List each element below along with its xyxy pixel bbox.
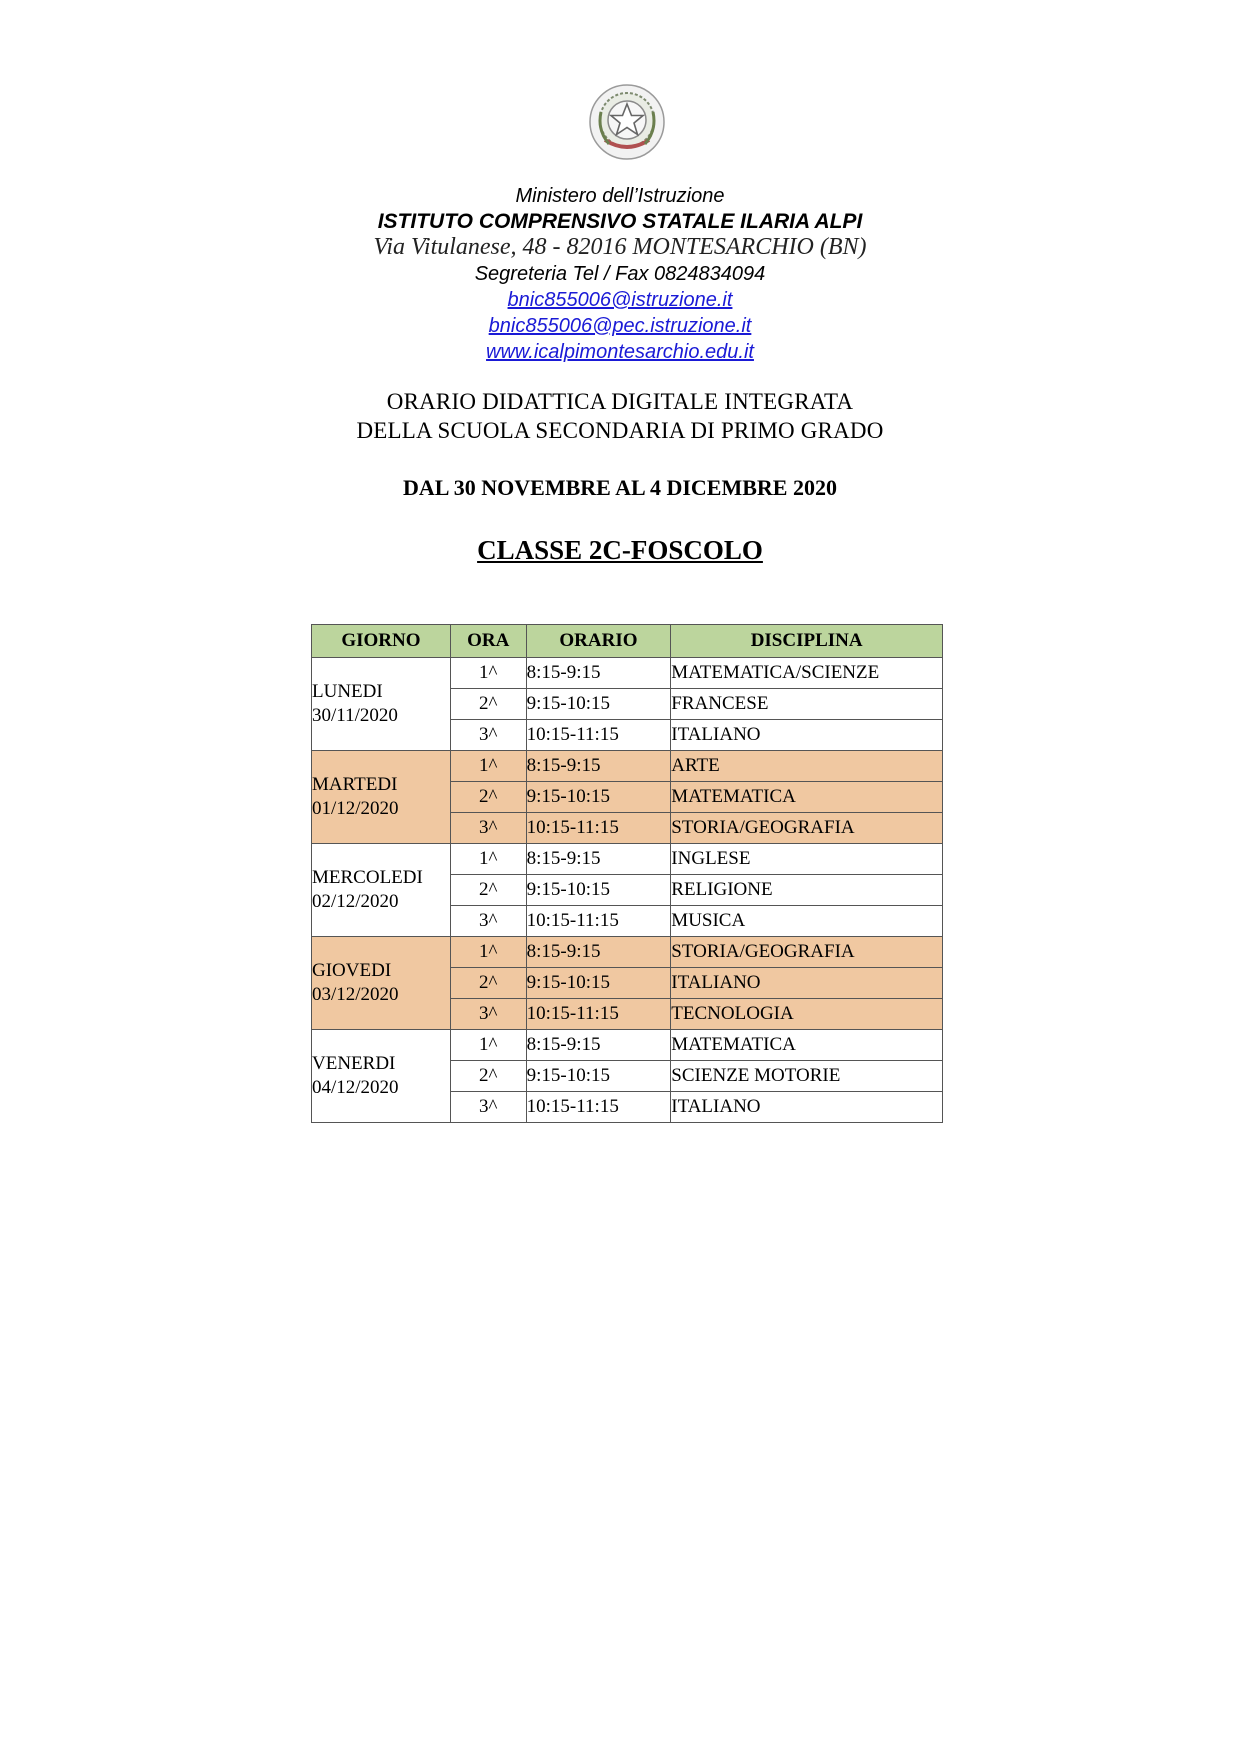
document-title-line1: ORARIO DIDATTICA DIGITALE INTEGRATA — [386, 389, 854, 414]
ora-cell: 1^ — [450, 658, 526, 689]
orario-cell: 9:15-10:15 — [526, 689, 671, 720]
disciplina-cell: STORIA/GEOGRAFIA — [671, 813, 943, 844]
institute-name: ISTITUTO COMPRENSIVO STATALE ILARIA ALPI — [377, 210, 863, 233]
schedule-table — [311, 624, 943, 1123]
table-row — [312, 1030, 943, 1061]
table-row — [312, 937, 943, 968]
orario-cell: 10:15-11:15 — [526, 813, 671, 844]
day-date: 30/11/2020 — [312, 705, 398, 726]
disciplina-cell: MATEMATICA/SCIENZE — [671, 658, 943, 689]
ora-cell: 3^ — [450, 906, 526, 937]
disciplina-cell: RELIGIONE — [671, 875, 943, 906]
email-line — [0, 287, 1240, 313]
email-link[interactable]: bnic855006@istruzione.it — [507, 289, 733, 311]
disciplina-cell: INGLESE — [671, 844, 943, 875]
ora-cell: 2^ — [450, 689, 526, 720]
day-date: 03/12/2020 — [312, 984, 399, 1005]
office-phone: Segreteria Tel / Fax 0824834094 — [474, 263, 766, 285]
day-cell — [312, 937, 451, 1030]
day-cell — [312, 1030, 451, 1123]
disciplina-cell: STORIA/GEOGRAFIA — [671, 937, 943, 968]
pec-line — [0, 313, 1240, 339]
table-row — [312, 658, 943, 689]
disciplina-cell: ITALIANO — [671, 1092, 943, 1123]
header-orario: ORARIO — [526, 625, 671, 658]
orario-cell: 10:15-11:15 — [526, 906, 671, 937]
orario-cell: 10:15-11:15 — [526, 720, 671, 751]
disciplina-cell: ITALIANO — [671, 968, 943, 999]
orario-cell: 8:15-9:15 — [526, 844, 671, 875]
schedule-period: DAL 30 NOVEMBRE AL 4 DICEMBRE 2020 — [403, 475, 837, 500]
ora-cell: 2^ — [450, 782, 526, 813]
pec-email-link[interactable]: bnic855006@pec.istruzione.it — [488, 315, 752, 337]
ora-cell: 2^ — [450, 1061, 526, 1092]
ministry-name: Ministero dell’Istruzione — [515, 185, 725, 207]
table-row — [312, 844, 943, 875]
website-line — [0, 339, 1240, 365]
header-disciplina: DISCIPLINA — [671, 625, 943, 658]
header-giorno: GIORNO — [312, 625, 451, 658]
orario-cell: 10:15-11:15 — [526, 1092, 671, 1123]
orario-cell: 10:15-11:15 — [526, 999, 671, 1030]
day-name: LUNEDI — [312, 681, 383, 702]
disciplina-cell: ITALIANO — [671, 720, 943, 751]
ora-cell: 3^ — [450, 720, 526, 751]
disciplina-cell: SCIENZE MOTORIE — [671, 1061, 943, 1092]
ora-cell: 1^ — [450, 1030, 526, 1061]
disciplina-cell: FRANCESE — [671, 689, 943, 720]
orario-cell: 8:15-9:15 — [526, 1030, 671, 1061]
day-cell — [312, 844, 451, 937]
ora-cell: 1^ — [450, 844, 526, 875]
disciplina-cell: TECNOLOGIA — [671, 999, 943, 1030]
ora-cell: 1^ — [450, 937, 526, 968]
disciplina-cell: ARTE — [671, 751, 943, 782]
orario-cell: 9:15-10:15 — [526, 968, 671, 999]
day-name: MERCOLEDI — [312, 867, 423, 888]
day-cell — [312, 658, 451, 751]
ora-cell: 2^ — [450, 968, 526, 999]
day-name: MARTEDI — [312, 774, 398, 795]
orario-cell: 9:15-10:15 — [526, 782, 671, 813]
day-name: VENERDI — [312, 1053, 396, 1074]
ora-cell: 3^ — [450, 813, 526, 844]
disciplina-cell: MATEMATICA — [671, 782, 943, 813]
website-link[interactable]: www.icalpimontesarchio.edu.it — [486, 341, 754, 363]
table-row — [312, 751, 943, 782]
class-name: CLASSE 2C-FOSCOLO — [477, 535, 763, 565]
document-title-line2: DELLA SCUOLA SECONDARIA DI PRIMO GRADO — [356, 418, 884, 443]
header-ora: ORA — [450, 625, 526, 658]
day-cell — [312, 751, 451, 844]
orario-cell: 9:15-10:15 — [526, 1061, 671, 1092]
day-date: 02/12/2020 — [312, 891, 399, 912]
day-date: 01/12/2020 — [312, 798, 399, 819]
orario-cell: 9:15-10:15 — [526, 875, 671, 906]
italian-republic-emblem-icon — [587, 82, 667, 162]
day-date: 04/12/2020 — [312, 1077, 399, 1098]
ora-cell: 1^ — [450, 751, 526, 782]
ora-cell: 3^ — [450, 1092, 526, 1123]
day-name: GIOVEDI — [312, 960, 392, 981]
ora-cell: 3^ — [450, 999, 526, 1030]
ora-cell: 2^ — [450, 875, 526, 906]
table-header-row — [312, 625, 943, 658]
disciplina-cell: MUSICA — [671, 906, 943, 937]
orario-cell: 8:15-9:15 — [526, 658, 671, 689]
orario-cell: 8:15-9:15 — [526, 937, 671, 968]
disciplina-cell: MATEMATICA — [671, 1030, 943, 1061]
institute-address: Via Vitulanese, 48 - 82016 MONTESARCHIO (BN) — [373, 234, 867, 260]
orario-cell: 8:15-9:15 — [526, 751, 671, 782]
